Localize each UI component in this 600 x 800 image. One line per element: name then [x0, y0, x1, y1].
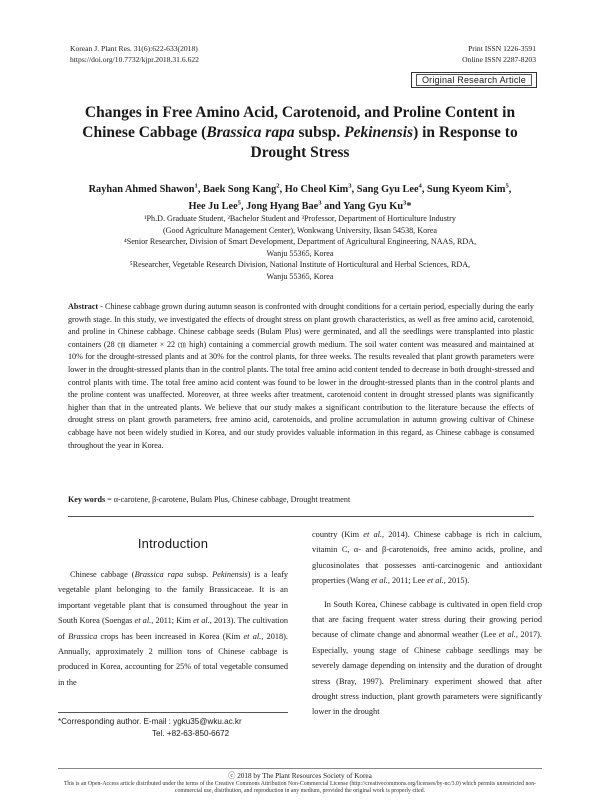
affiliation-line: Wanju 55365, Korea — [266, 271, 334, 281]
author: Baek Song Kang$^2$, — [203, 182, 285, 195]
license-notice: This is an Open-Access article distributed under the terms of the Creative Commons Attribution Non-Commercial License (http://creativecommons.org/licenses/by-nc/3.0) which permits unrestricted non-commercial use, distribution, and reproduction in any medium, provided the original work is properly cited. — [63, 781, 537, 795]
article-type-label: Original Research Article — [416, 74, 532, 86]
journal-citation: Korean J. Plant Res. 31(6):622-633(2018) — [70, 44, 198, 53]
footer-divider — [58, 768, 542, 769]
intro-paragraph: Chinese cabbage (Brassica rapa subsp. Pekinensis) is a leafy vegetable plant belonging to the family Brassicaceae. It is an important vegetable plant that is consumed throughout the year in South Korea (Soengas et al., 2011; Kim et al., 2013). The cultivation of Brassica crops has been increased in Korea (Kim et al., 2018). Annually, approximately 2 million tons of Chinese cabbage is produced in Korea, accounting for 25% of total vegetable consumed in the — [58, 570, 289, 687]
author: Jong Hyang Bae$^3$ and — [246, 199, 343, 212]
author-list — [60, 181, 540, 215]
keywords-label: Key words — [68, 495, 106, 504]
author: Yang Gyu Ku$^3$* — [342, 199, 412, 212]
author: Sang Gyu Lee$^4$, — [356, 182, 428, 195]
keywords-text: = α-carotene, β-carotene, Bulam Plus, Chinese cabbage, Drought treatment — [107, 495, 351, 504]
intro-paragraph-continued: country (Kim et al., 2014). Chinese cabbage is rich in calcium, vitamin C, α- and β-carotenoids, free amino acids, proline, and glucosinolates that possesses anti-carcinogenic and antioxidant properties (Wang et al., 2011; Lee et al., 2015). — [312, 530, 542, 586]
title-species: Brassica rapa — [206, 124, 295, 141]
print-issn: Print ISSN 1226-3591 — [468, 44, 536, 53]
corresponding-phone: Tel. +82-63-850-6672 — [152, 729, 230, 738]
corresponding-author-note — [58, 712, 288, 740]
keywords — [68, 494, 534, 506]
title-text-1: Changes in Free Amino Acid, Carotenoid, and Proline Content in Chinese Cabbage ( — [82, 104, 516, 141]
title-text-3: ) in Response to Drought Stress — [250, 124, 518, 161]
corresponding-email[interactable]: *Corresponding author. E-mail : ygku35@wku.ac.kr — [58, 717, 242, 726]
right-column — [312, 527, 542, 720]
author: Rayhan Ahmed Shawon$^1$, — [88, 182, 203, 195]
affiliation-line: ¹Ph.D. Graduate Student, ²Bachelor Student and ³Professor, Department of Horticulture Industry — [144, 214, 456, 223]
affiliation-line: ⁵Researcher, Vegetable Research Division, National Institute of Horticultural and Herbal Sciences, RDA, — [129, 260, 471, 269]
affiliations — [70, 213, 530, 282]
copyright-notice: ⓒ 2018 by The Plant Resources Society of Korea — [228, 772, 372, 780]
abstract — [68, 301, 534, 452]
intro-paragraph: In South Korea, Chinese cabbage is cultivated in open field crop that are facing frequent water stress during their growing period because of climate change and abnormal weather (Lee et al., 2017). Especially, young stage of Chinese cabbage seedlings may be severely damage depending on intensity and the duration of drought stress (Bray, 1997). Preliminary experiment showed that after drought stress induction, plant growth parameters were significantly lower in the drought — [312, 599, 542, 717]
affiliation-line: Wanju 55365, Korea — [266, 248, 334, 258]
affiliation-line: (Good Agriculture Management Center), Wonkwang University, Iksan 54538, Korea — [162, 225, 438, 235]
issn-header — [462, 43, 536, 65]
affiliation-line: ⁴Senior Researcher, Division of Smart Development, Department of Agricultural Engineering, NAAS, RDA, — [123, 237, 477, 246]
online-issn: Online ISSN 2287-8203 — [462, 55, 536, 64]
title-subspecies: Pekinensis — [344, 124, 414, 141]
journal-header — [70, 43, 199, 65]
article-type-badge — [411, 72, 537, 88]
author: Ho Cheol Kim$^3$, — [284, 182, 357, 195]
paper-title — [60, 103, 540, 163]
section-heading-introduction: Introduction — [137, 536, 209, 551]
author: Sung Kyeom Kim$^5$, — [427, 182, 512, 195]
abstract-text: - Chinese cabbage grown during autumn season is confronted with drought conditions for a certain period, especially during the early growth stage. In this study, we investigated the effects of drought stress on plant growth characteristics, as well as free amino acid, carotenoid, and proline in Chinese cabbage. Chinese cabbage seeds (Bulam Plus) were germinated, and all the seedlings were transplanted into plastic containers (28 ㎝ diameter × 22 ㎝ high) containing a commercial growth medium. The soil water content was measured and maintained at 10% for the drought-stressed plants and at 30% for the control plants, for three weeks. The results revealed that plant growth parameters were lower in the drought-stressed plants than in the control plants. The total free amino acid content tended to decrease in both drought-stressed and control plants with time. The total free amino acid content was found to be lower in the drought-stressed plants than in the control plants and the proline content was unaffected. Moreover, at three weeks after treatment, carotenoid content in drought stressed plants was significantly higher than that in the untreated plants. We believe that our study makes a significant contribution to the literature because the effects of drought stress on plant growth parameters, free amino acid, carotenoids, and proline accumulation in autumn growing cultivar of Chinese cabbage have not been widely studied in Korea, and our study provides valuable information in this regard, as Chinese cabbage is consumed throughout the year in Korea. — [68, 302, 534, 450]
author: Hee Ju Lee$^5$, — [188, 199, 247, 212]
section-divider — [68, 516, 534, 517]
title-text-2: subsp. — [294, 124, 345, 141]
abstract-label: Abstract — [68, 302, 99, 311]
doi-link[interactable]: https://doi.org/10.7732/kjpr.2018.31.6.622 — [70, 55, 199, 64]
left-column — [58, 526, 288, 690]
